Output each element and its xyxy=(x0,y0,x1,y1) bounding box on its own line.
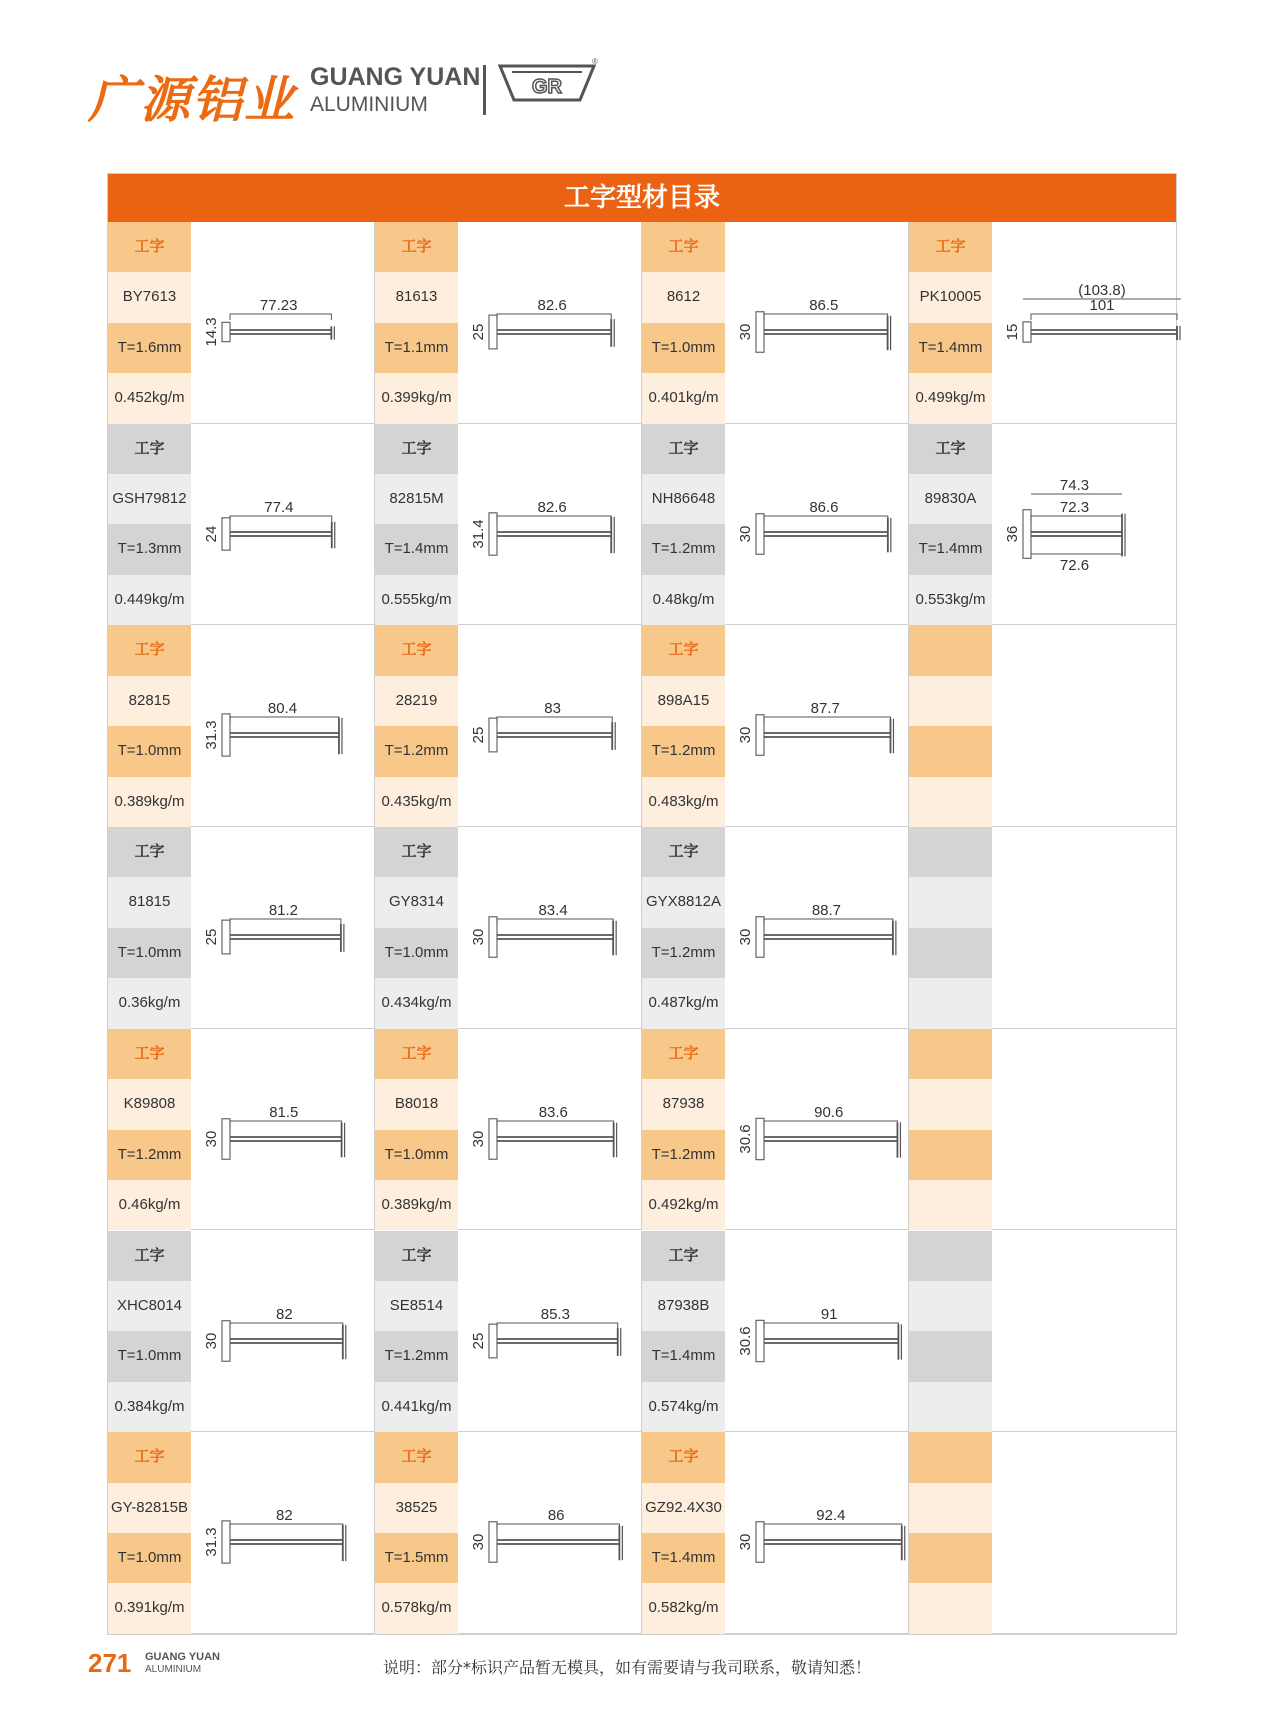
profile-drawing xyxy=(1023,509,1125,558)
dimension-height: 15 xyxy=(1004,323,1021,341)
profile-cell xyxy=(375,1029,642,1231)
category-label: 工字 xyxy=(375,625,458,675)
profile-drawing-area xyxy=(727,1231,907,1431)
profile-code: GSH79812 xyxy=(108,474,191,524)
brand-name-cn: 广源铝业 xyxy=(88,71,296,129)
empty-label-block xyxy=(909,1079,992,1129)
dimension-width: 88.7 xyxy=(811,902,842,920)
dimension-height: 25 xyxy=(470,727,487,744)
profile-cell xyxy=(642,827,909,1029)
dimension-height: 30 xyxy=(470,1533,487,1551)
profile-drawing xyxy=(489,1323,621,1358)
category-label: 工字 xyxy=(108,827,191,877)
profile-drawing xyxy=(756,312,891,353)
wall-thickness: T=1.4mm xyxy=(642,1331,725,1381)
profile-drawing xyxy=(489,314,614,349)
wall-thickness: T=1.3mm xyxy=(108,524,191,574)
category-label: 工字 xyxy=(108,424,191,474)
dimension-width: 80.4 xyxy=(267,700,298,718)
footer-note: 说明：部分*标识产品暂无模具，如有需要请与我司联系，敬请知悉！ xyxy=(383,1658,872,1677)
wall-thickness: T=1.0mm xyxy=(108,726,191,776)
empty-label-block xyxy=(909,1432,992,1482)
profile-drawing xyxy=(756,513,891,554)
profile-cell xyxy=(375,1432,642,1634)
profile-code: K89808 xyxy=(108,1079,191,1129)
brand-name-en: GUANG YUAN xyxy=(310,63,481,91)
profile-code: B8018 xyxy=(375,1079,458,1129)
category-label: 工字 xyxy=(375,827,458,877)
dimension-width: 86 xyxy=(547,1507,565,1525)
wall-thickness: T=1.2mm xyxy=(642,1130,725,1180)
dimension-width: 86.6 xyxy=(809,498,839,516)
profile-cell xyxy=(108,1432,375,1634)
empty-label-block xyxy=(909,625,992,675)
empty-cell xyxy=(909,827,1176,1029)
profile-cell xyxy=(375,1231,642,1433)
profile-cell xyxy=(108,424,375,626)
dimension-height: 31.3 xyxy=(203,1527,220,1557)
category-label: 工字 xyxy=(642,625,725,675)
empty-label-block xyxy=(909,777,992,827)
profile-drawing-area xyxy=(727,222,907,422)
dimension-height: 30 xyxy=(737,727,754,744)
profile-drawing xyxy=(222,516,335,550)
profile-code: BY7613 xyxy=(108,272,191,322)
unit-weight: 0.574kg/m xyxy=(642,1382,725,1432)
dimension-width: 91 xyxy=(820,1305,838,1323)
profile-code: GYX8812A xyxy=(642,877,725,927)
catalog-table xyxy=(107,173,1177,1635)
brand-divider xyxy=(483,65,486,115)
catalog-grid xyxy=(108,222,1176,1634)
profile-drawing xyxy=(222,314,334,342)
wall-thickness: T=1.0mm xyxy=(375,928,458,978)
dimension-height: 30 xyxy=(737,525,754,543)
profile-drawing-area xyxy=(193,1432,373,1632)
dimension-height: 30 xyxy=(470,1130,487,1148)
profile-cell xyxy=(375,827,642,1029)
empty-label-block xyxy=(909,877,992,927)
dimension-width: 83.6 xyxy=(538,1103,568,1121)
brand-name-en-sub: ALUMINIUM xyxy=(310,93,428,116)
category-label: 工字 xyxy=(108,1029,191,1079)
footer-brand: GUANG YUAN xyxy=(145,1651,220,1663)
empty-label-block xyxy=(909,1583,992,1633)
dimension-height: 30 xyxy=(737,928,754,946)
unit-weight: 0.399kg/m xyxy=(375,373,458,423)
profile-drawing xyxy=(756,917,896,958)
unit-weight: 0.434kg/m xyxy=(375,978,458,1028)
dimension-width: 81.2 xyxy=(268,902,299,920)
empty-cell xyxy=(909,625,1176,827)
category-label: 工字 xyxy=(642,1231,725,1281)
dimension-height: 31.3 xyxy=(203,720,220,750)
profile-code: 28219 xyxy=(375,676,458,726)
profile-drawing xyxy=(756,1522,905,1563)
profile-drawing-area xyxy=(460,1432,640,1632)
profile-cell xyxy=(108,1029,375,1231)
profile-drawing xyxy=(1023,314,1180,342)
dimension-width: 82 xyxy=(276,1305,293,1323)
wall-thickness: T=1.2mm xyxy=(642,524,725,574)
dimension-height: 14.3 xyxy=(203,317,220,347)
unit-weight: 0.401kg/m xyxy=(642,373,725,423)
profile-cell xyxy=(375,625,642,827)
profile-drawing-area xyxy=(727,827,907,1027)
wall-thickness: T=1.0mm xyxy=(108,928,191,978)
profile-drawing xyxy=(489,917,616,958)
profile-code: 82815 xyxy=(108,676,191,726)
wall-thickness: T=1.4mm xyxy=(909,323,992,373)
empty-cell xyxy=(909,1029,1176,1231)
profile-cell xyxy=(375,424,642,626)
profile-code: GY8314 xyxy=(375,877,458,927)
empty-label-block xyxy=(909,827,992,877)
category-label: 工字 xyxy=(108,625,191,675)
dimension-height: 25 xyxy=(470,1332,487,1349)
profile-code: PK10005 xyxy=(909,272,992,322)
dimension-width: 86.5 xyxy=(809,297,839,314)
dimension-width: 85.3 xyxy=(540,1305,570,1323)
category-label: 工字 xyxy=(108,1231,191,1281)
profile-drawing-area xyxy=(460,827,640,1027)
profile-cell xyxy=(108,625,375,827)
profile-cell xyxy=(909,222,1176,424)
profile-drawing-area xyxy=(193,424,373,624)
profile-drawing-area xyxy=(193,1029,373,1229)
profile-cell xyxy=(108,1231,375,1433)
dimension-width: 81.5 xyxy=(269,1103,299,1121)
unit-weight: 0.389kg/m xyxy=(375,1180,458,1230)
profile-drawing-area xyxy=(727,424,907,624)
unit-weight: 0.36kg/m xyxy=(108,978,191,1028)
dimension-height: 30.6 xyxy=(737,1124,754,1154)
dimension-width: 82 xyxy=(276,1507,293,1525)
wall-thickness: T=1.6mm xyxy=(108,323,191,373)
profile-cell xyxy=(642,424,909,626)
unit-weight: 0.48kg/m xyxy=(642,575,725,625)
profile-drawing xyxy=(222,714,342,756)
profile-drawing-area xyxy=(460,222,640,422)
empty-cell xyxy=(909,1432,1176,1634)
dimension-outer-width: (103.8) xyxy=(1078,282,1126,299)
dimension-height: 25 xyxy=(470,323,487,341)
profile-code: 87938 xyxy=(642,1079,725,1129)
empty-cell xyxy=(909,1231,1176,1433)
profile-drawing-area xyxy=(727,625,907,825)
dimension-width: 77.4 xyxy=(264,498,294,516)
category-label: 工字 xyxy=(909,222,992,272)
category-label: 工字 xyxy=(642,424,725,474)
profile-drawing xyxy=(489,717,615,752)
unit-weight: 0.391kg/m xyxy=(108,1583,191,1633)
dimension-width: 83 xyxy=(544,700,561,718)
dimension-bottom-width: 72.6 xyxy=(1059,556,1090,574)
empty-label-block xyxy=(909,1130,992,1180)
wall-thickness: T=1.0mm xyxy=(642,323,725,373)
profile-drawing xyxy=(756,715,893,756)
profile-drawing-area xyxy=(460,625,640,825)
category-label: 工字 xyxy=(642,827,725,877)
unit-weight: 0.553kg/m xyxy=(909,575,992,625)
wall-thickness: T=1.4mm xyxy=(375,524,458,574)
unit-weight: 0.487kg/m xyxy=(642,978,725,1028)
profile-cell xyxy=(642,1231,909,1433)
profile-code: 38525 xyxy=(375,1483,458,1533)
empty-label-block xyxy=(909,726,992,776)
unit-weight: 0.492kg/m xyxy=(642,1180,725,1230)
dimension-width: 77.23 xyxy=(259,297,298,314)
profile-drawing-area xyxy=(727,1432,907,1632)
category-label: 工字 xyxy=(375,1029,458,1079)
profile-drawing-area xyxy=(994,424,1174,624)
dimension-height: 30 xyxy=(203,1332,220,1349)
category-label: 工字 xyxy=(108,222,191,272)
unit-weight: 0.435kg/m xyxy=(375,777,458,827)
dimension-height: 24 xyxy=(203,525,220,543)
category-label: 工字 xyxy=(642,222,725,272)
empty-label-block xyxy=(909,928,992,978)
empty-label-block xyxy=(909,1382,992,1432)
profile-code: 82815M xyxy=(375,474,458,524)
dimension-width: 92.4 xyxy=(816,1507,846,1525)
empty-label-block xyxy=(909,676,992,726)
profile-code: 898A15 xyxy=(642,676,725,726)
profile-drawing xyxy=(222,919,344,954)
dimension-height: 30 xyxy=(470,928,487,946)
unit-weight: 0.449kg/m xyxy=(108,575,191,625)
unit-weight: 0.555kg/m xyxy=(375,575,458,625)
unit-weight: 0.582kg/m xyxy=(642,1583,725,1633)
empty-label-block xyxy=(909,1483,992,1533)
brand-logo-text: GR xyxy=(532,76,562,98)
profile-code: GZ92.4X30 xyxy=(642,1483,725,1533)
unit-weight: 0.46kg/m xyxy=(108,1180,191,1230)
profile-cell xyxy=(642,222,909,424)
category-label: 工字 xyxy=(375,424,458,474)
profile-code: 8612 xyxy=(642,272,725,322)
profile-drawing xyxy=(489,1522,622,1563)
profile-drawing-area xyxy=(193,625,373,825)
wall-thickness: T=1.5mm xyxy=(375,1533,458,1583)
category-label: 工字 xyxy=(108,1432,191,1482)
wall-thickness: T=1.0mm xyxy=(375,1130,458,1180)
dimension-height: 36 xyxy=(1004,525,1021,543)
profile-drawing xyxy=(222,1119,345,1160)
profile-drawing-area xyxy=(193,222,373,422)
profile-code: 89830A xyxy=(909,474,992,524)
profile-drawing-area xyxy=(460,1029,640,1229)
wall-thickness: T=1.4mm xyxy=(642,1533,725,1583)
profile-drawing xyxy=(756,1320,901,1361)
profile-cell xyxy=(375,222,642,424)
wall-thickness: T=1.0mm xyxy=(108,1331,191,1381)
category-label: 工字 xyxy=(642,1029,725,1079)
profile-code: GY-82815B xyxy=(108,1483,191,1533)
unit-weight: 0.389kg/m xyxy=(108,777,191,827)
dimension-width: 83.4 xyxy=(538,902,568,920)
empty-label-block xyxy=(909,1281,992,1331)
profile-drawing xyxy=(489,512,614,554)
profile-cell xyxy=(642,625,909,827)
profile-cell xyxy=(108,222,375,424)
catalog-title: 工字型材目录 xyxy=(108,174,1176,222)
profile-code: 87938B xyxy=(642,1281,725,1331)
profile-drawing xyxy=(222,1320,346,1361)
empty-label-block xyxy=(909,1231,992,1281)
dimension-width: 87.7 xyxy=(810,700,840,718)
empty-label-block xyxy=(909,1029,992,1079)
svg-text:®: ® xyxy=(592,57,598,66)
empty-label-block xyxy=(909,1180,992,1230)
profile-code: SE8514 xyxy=(375,1281,458,1331)
profile-code: 81815 xyxy=(108,877,191,927)
brand-logo-icon xyxy=(498,56,596,106)
category-label: 工字 xyxy=(909,424,992,474)
wall-thickness: T=1.2mm xyxy=(375,1331,458,1381)
unit-weight: 0.578kg/m xyxy=(375,1583,458,1633)
empty-label-block xyxy=(909,978,992,1028)
profile-cell xyxy=(642,1029,909,1231)
dimension-height: 30 xyxy=(737,323,754,341)
dimension-width: 82.6 xyxy=(537,498,567,516)
dimension-top-width: 74.3 xyxy=(1059,476,1090,494)
dimension-height: 30 xyxy=(203,1130,220,1148)
profile-drawing xyxy=(222,1521,346,1563)
profile-drawing-area xyxy=(460,1231,640,1431)
dimension-width: 90.6 xyxy=(814,1103,844,1121)
profile-drawing xyxy=(756,1118,900,1159)
footer-brand-sub: ALUMINIUM xyxy=(145,1664,202,1675)
dimension-width: 101 xyxy=(1089,297,1115,314)
profile-cell xyxy=(909,424,1176,626)
unit-weight: 0.483kg/m xyxy=(642,777,725,827)
profile-drawing-area xyxy=(193,827,373,1027)
wall-thickness: T=1.1mm xyxy=(375,323,458,373)
profile-drawing-area xyxy=(193,1231,373,1431)
empty-label-block xyxy=(909,1331,992,1381)
unit-weight: 0.441kg/m xyxy=(375,1382,458,1432)
empty-label-block xyxy=(909,1533,992,1583)
profile-code: NH86648 xyxy=(642,474,725,524)
dimension-height: 31.4 xyxy=(470,519,487,549)
page-number: 271 xyxy=(88,1648,132,1678)
profile-cell xyxy=(108,827,375,1029)
dimension-height: 30.6 xyxy=(737,1325,754,1356)
profile-drawing-area xyxy=(727,1029,907,1229)
dimension-height: 25 xyxy=(203,928,220,946)
category-label: 工字 xyxy=(375,222,458,272)
category-label: 工字 xyxy=(642,1432,725,1482)
wall-thickness: T=1.2mm xyxy=(642,928,725,978)
profile-drawing-area xyxy=(460,424,640,624)
dimension-width: 72.3 xyxy=(1059,498,1090,516)
profile-drawing xyxy=(489,1119,617,1160)
wall-thickness: T=1.0mm xyxy=(108,1533,191,1583)
unit-weight: 0.384kg/m xyxy=(108,1382,191,1432)
profile-code: XHC8014 xyxy=(108,1281,191,1331)
wall-thickness: T=1.2mm xyxy=(375,726,458,776)
page-header xyxy=(0,0,1277,140)
dimension-width: 82.6 xyxy=(537,297,567,314)
category-label: 工字 xyxy=(375,1231,458,1281)
unit-weight: 0.499kg/m xyxy=(909,373,992,423)
profile-cell xyxy=(642,1432,909,1634)
wall-thickness: T=1.2mm xyxy=(108,1130,191,1180)
wall-thickness: T=1.4mm xyxy=(909,524,992,574)
unit-weight: 0.452kg/m xyxy=(108,373,191,423)
dimension-height: 30 xyxy=(737,1533,754,1551)
category-label: 工字 xyxy=(375,1432,458,1482)
profile-drawing-area xyxy=(994,222,1174,422)
wall-thickness: T=1.2mm xyxy=(642,726,725,776)
profile-code: 81613 xyxy=(375,272,458,322)
